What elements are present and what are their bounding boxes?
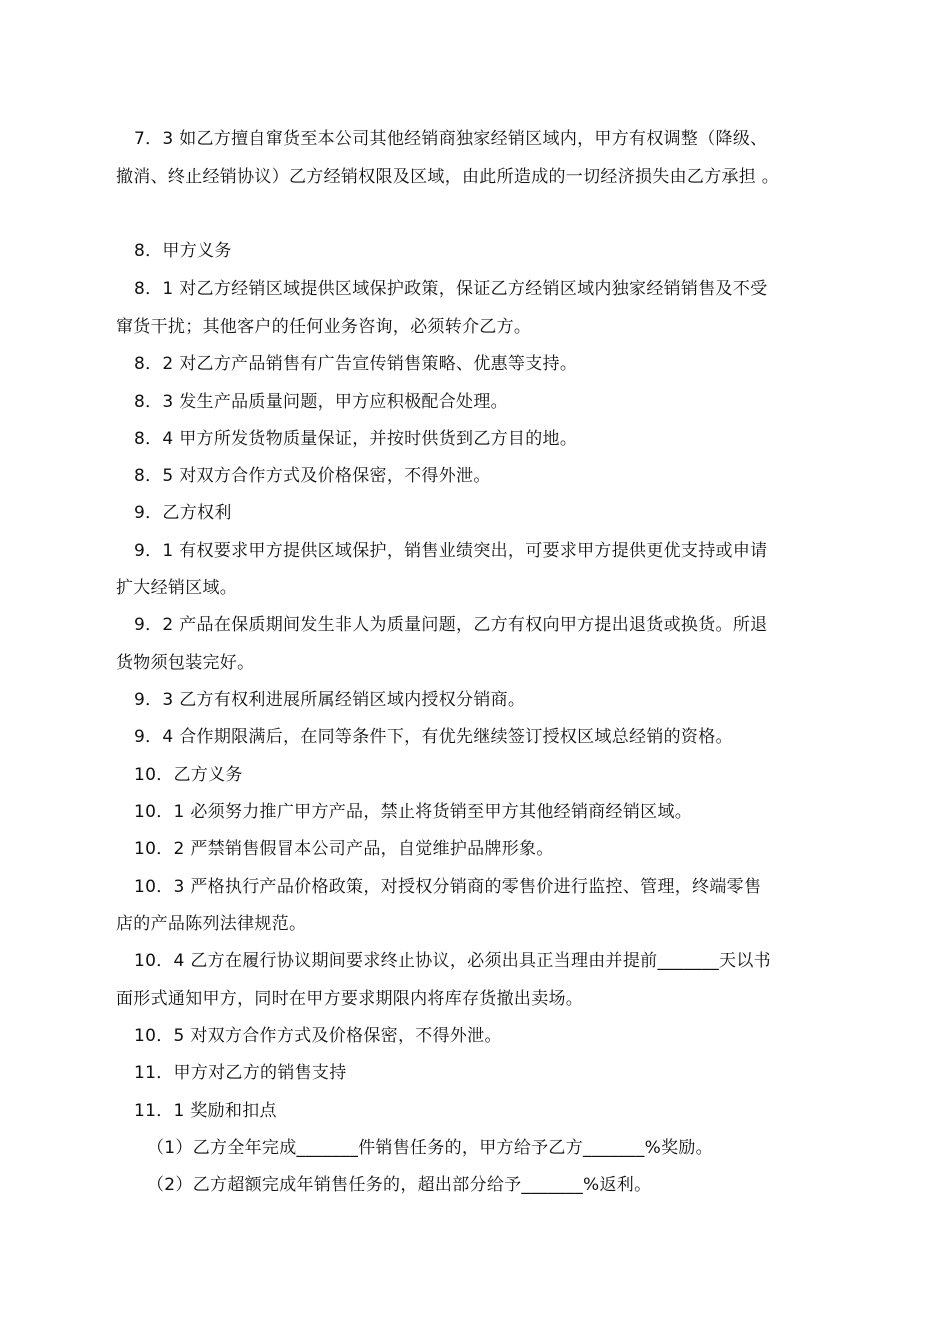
subsection-heading: 11．1 奖励和扣点	[134, 1101, 277, 1121]
paragraph-line: 7．3 如乙方擅自窜货至本公司其他经销商独家经销区域内，甲方有权调整（降级、	[134, 129, 768, 149]
list-item: （2）乙方超额完成年销售任务的，超出部分给予_______%返利。	[147, 1175, 652, 1195]
paragraph-line: 9．4 合作期限满后，在同等条件下，有优先继续签订授权区域总经销的资格。	[134, 727, 733, 747]
paragraph-line: 10．2 严禁销售假冒本公司产品，自觉维护品牌形象。	[134, 839, 554, 859]
paragraph-line: 9．2 产品在保质期间发生非人为质量问题，乙方有权向甲方提出退货或换货。所退	[134, 615, 768, 635]
paragraph-line: 10．3 严格执行产品价格政策，对授权分销商的零售价进行监控、管理，终端零售	[134, 877, 762, 897]
paragraph-line: 9．1 有权要求甲方提供区域保护，销售业绩突出，可要求甲方提供更优支持或申请	[134, 541, 768, 561]
paragraph-line: 8．5 对双方合作方式及价格保密，不得外泄。	[134, 466, 491, 486]
list-item: （1）乙方全年完成_______件销售任务的，甲方给予乙方_______%奖励。	[147, 1138, 713, 1158]
paragraph-line: 扩大经销区域。	[116, 578, 238, 598]
paragraph-line: 10．5 对双方合作方式及价格保密，不得外泄。	[134, 1026, 502, 1046]
paragraph-line: 10．4 乙方在履行协议期间要求终止协议，必须出具正当理由并提前_______天以书	[134, 951, 771, 971]
section-heading: 10．乙方义务	[134, 765, 243, 785]
paragraph-line: 货物须包装完好。	[116, 653, 255, 673]
paragraph-line: 8．1 对乙方经销区域提供区域保护政策，保证乙方经销区域内独家经销销售及不受	[134, 279, 768, 299]
section-heading: 11．甲方对乙方的销售支持	[134, 1063, 347, 1083]
paragraph-line: 8．2 对乙方产品销售有广告宣传销售策略、优惠等支持。	[134, 354, 578, 374]
paragraph-line: 8．3 发生产品质量问题，甲方应积极配合处理。	[134, 392, 508, 412]
paragraph-line: 9．3 乙方有权利进展所属经销区域内授权分销商。	[134, 690, 526, 710]
section-heading: 8．甲方义务	[134, 241, 232, 261]
paragraph-line: 8．4 甲方所发货物质量保证，并按时供货到乙方目的地。	[134, 429, 578, 449]
paragraph-line: 窜货干扰；其他客户的任何业务咨询，必须转介乙方。	[116, 317, 532, 337]
paragraph-line: 店的产品陈列法律规范。	[116, 914, 307, 934]
paragraph-line: 10．1 必须努力推广甲方产品，禁止将货销至甲方其他经销商经销区域。	[134, 802, 693, 822]
section-heading: 9．乙方权利	[134, 503, 232, 523]
paragraph-line: 面形式通知甲方，同时在甲方要求期限内将库存货撤出卖场。	[116, 989, 584, 1009]
paragraph-line: 撤消、终止经销协议）乙方经销权限及区域，由此所造成的一切经济损失由乙方承担 。	[116, 167, 780, 187]
